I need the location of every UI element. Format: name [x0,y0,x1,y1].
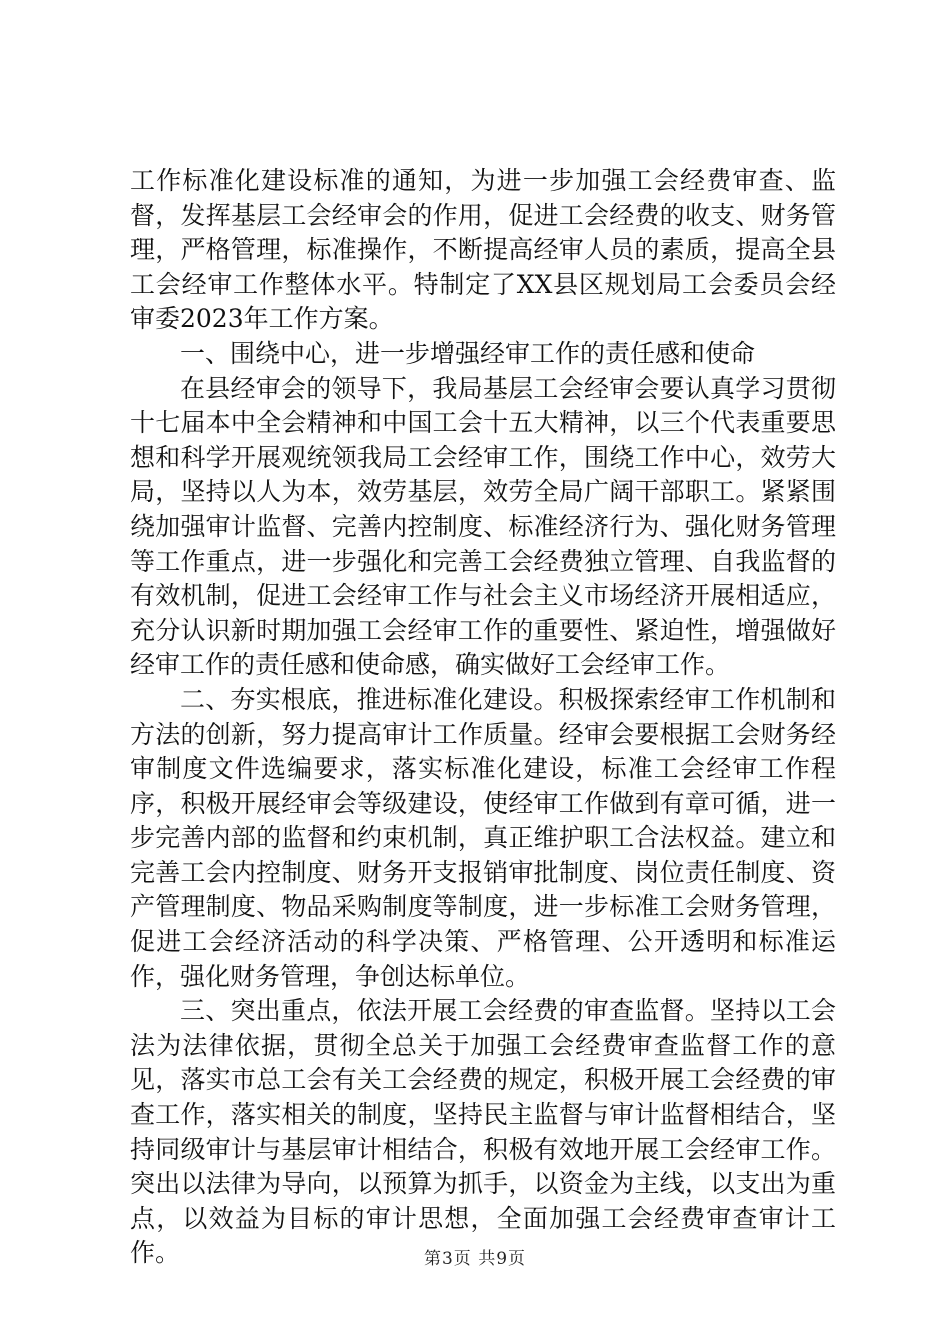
paragraph-section-2: 二、夯实根底，推进标准化建设。积极探索经审工作机制和方法的创新，努力提高审计工作质量。经审会要根据工会财务经审制度文件选编要求，落实标准化建设，标准工会经审工作程序，积极开展经审会等级建设，使经审工作做到有章可循，进一步完善内部的监督和约束机制，真正维护职工合法权益。建立和完善工会内控制度、财务开支报销审批制度、岗位责任制度、资产管理制度、物品采购制度等制度，进一步标准工会财务管理，促进工会经济活动的科学决策、严格管理、公开透明和标准运作，强化财务管理，争创达标单位。 [130,684,836,991]
page-number-footer: 第3页 共9页 [423,1249,527,1269]
section-heading-1: 一、围绕中心，进一步增强经审工作的责任感和使命 [180,338,756,368]
paragraph-section-1: 在县经审会的领导下，我局基层工会经审会要认真学习贯彻十七届本中全会精神和中国工会十五大精神，以三个代表重要思想和科学开展观统领我局工会经审工作，围绕工作中心，效劳大局，坚持以人为本，效劳基层，效劳全局广阔干部职工。紧紧围绕加强审计监督、完善内控制度、标准经济行为、强化财务管理等工作重点，进一步强化和完善工会经费独立管理、自我监督的有效机制，促进工会经审工作与社会主义市场经济开展相适应，充分认识新时期加强工会经审工作的重要性、紧迫性，增强做好经审工作的责任感和使命感，确实做好工会经审工作。 [130,373,836,680]
document-body [130,164,836,1271]
paragraph-section-3: 三、突出重点，依法开展工会经费的审查监督。坚持以工会法为法律依据，贯彻全总关于加强工会经费审查监督工作的意见，落实市总工会有关工会经费的规定，积极开展工会经费的审查工作，落实相关的制度，坚持民主监督与审计监督相结合，坚持同级审计与基层审计相结合，积极有效地开展工会经审工作。突出以法律为导向，以预算为抓手，以资金为主线，以支出为重点，以效益为目标的审计思想，全面加强工会经费审查审计工作。 [130,996,836,1268]
paragraph-intro: 工作标准化建设标准的通知，为进一步加强工会经费审查、监督，发挥基层工会经审会的作用，促进工会经费的收支、财务管理，严格管理，标准操作，不断提高经审人员的素质，提高全县工会经审工作整体水平。特制定了XX县区规划局工会委员会经审委2023年工作方案。 [130,166,836,334]
